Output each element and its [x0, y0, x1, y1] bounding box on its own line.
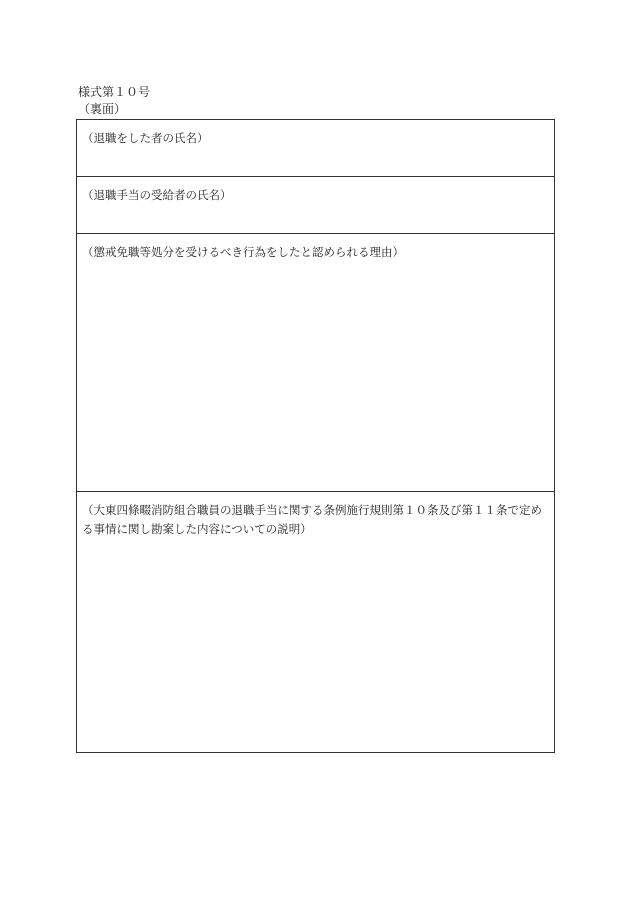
form-table	[76, 119, 555, 753]
page-side-label: （裏面）	[78, 102, 127, 116]
recipient-name-field[interactable]	[77, 177, 554, 234]
recipient-name-label: （退職手当の受給者の氏名）	[82, 188, 232, 202]
retiree-name-field[interactable]	[77, 120, 554, 177]
form-number: 様式第１０号	[78, 85, 151, 99]
retiree-name-label: （退職をした者の氏名）	[82, 131, 209, 145]
disciplinary-reason-field[interactable]	[77, 234, 554, 492]
disciplinary-reason-label: （懲戒免職等処分を受けるべき行為をしたと認められる理由）	[82, 245, 404, 259]
circumstances-explanation-field[interactable]	[77, 492, 554, 752]
circumstances-explanation-label: （大東四條畷消防組合職員の退職手当に関する条例施行規則第１０条及び第１１条で定める事情に関し勘案した内容についての説明）	[82, 503, 542, 536]
